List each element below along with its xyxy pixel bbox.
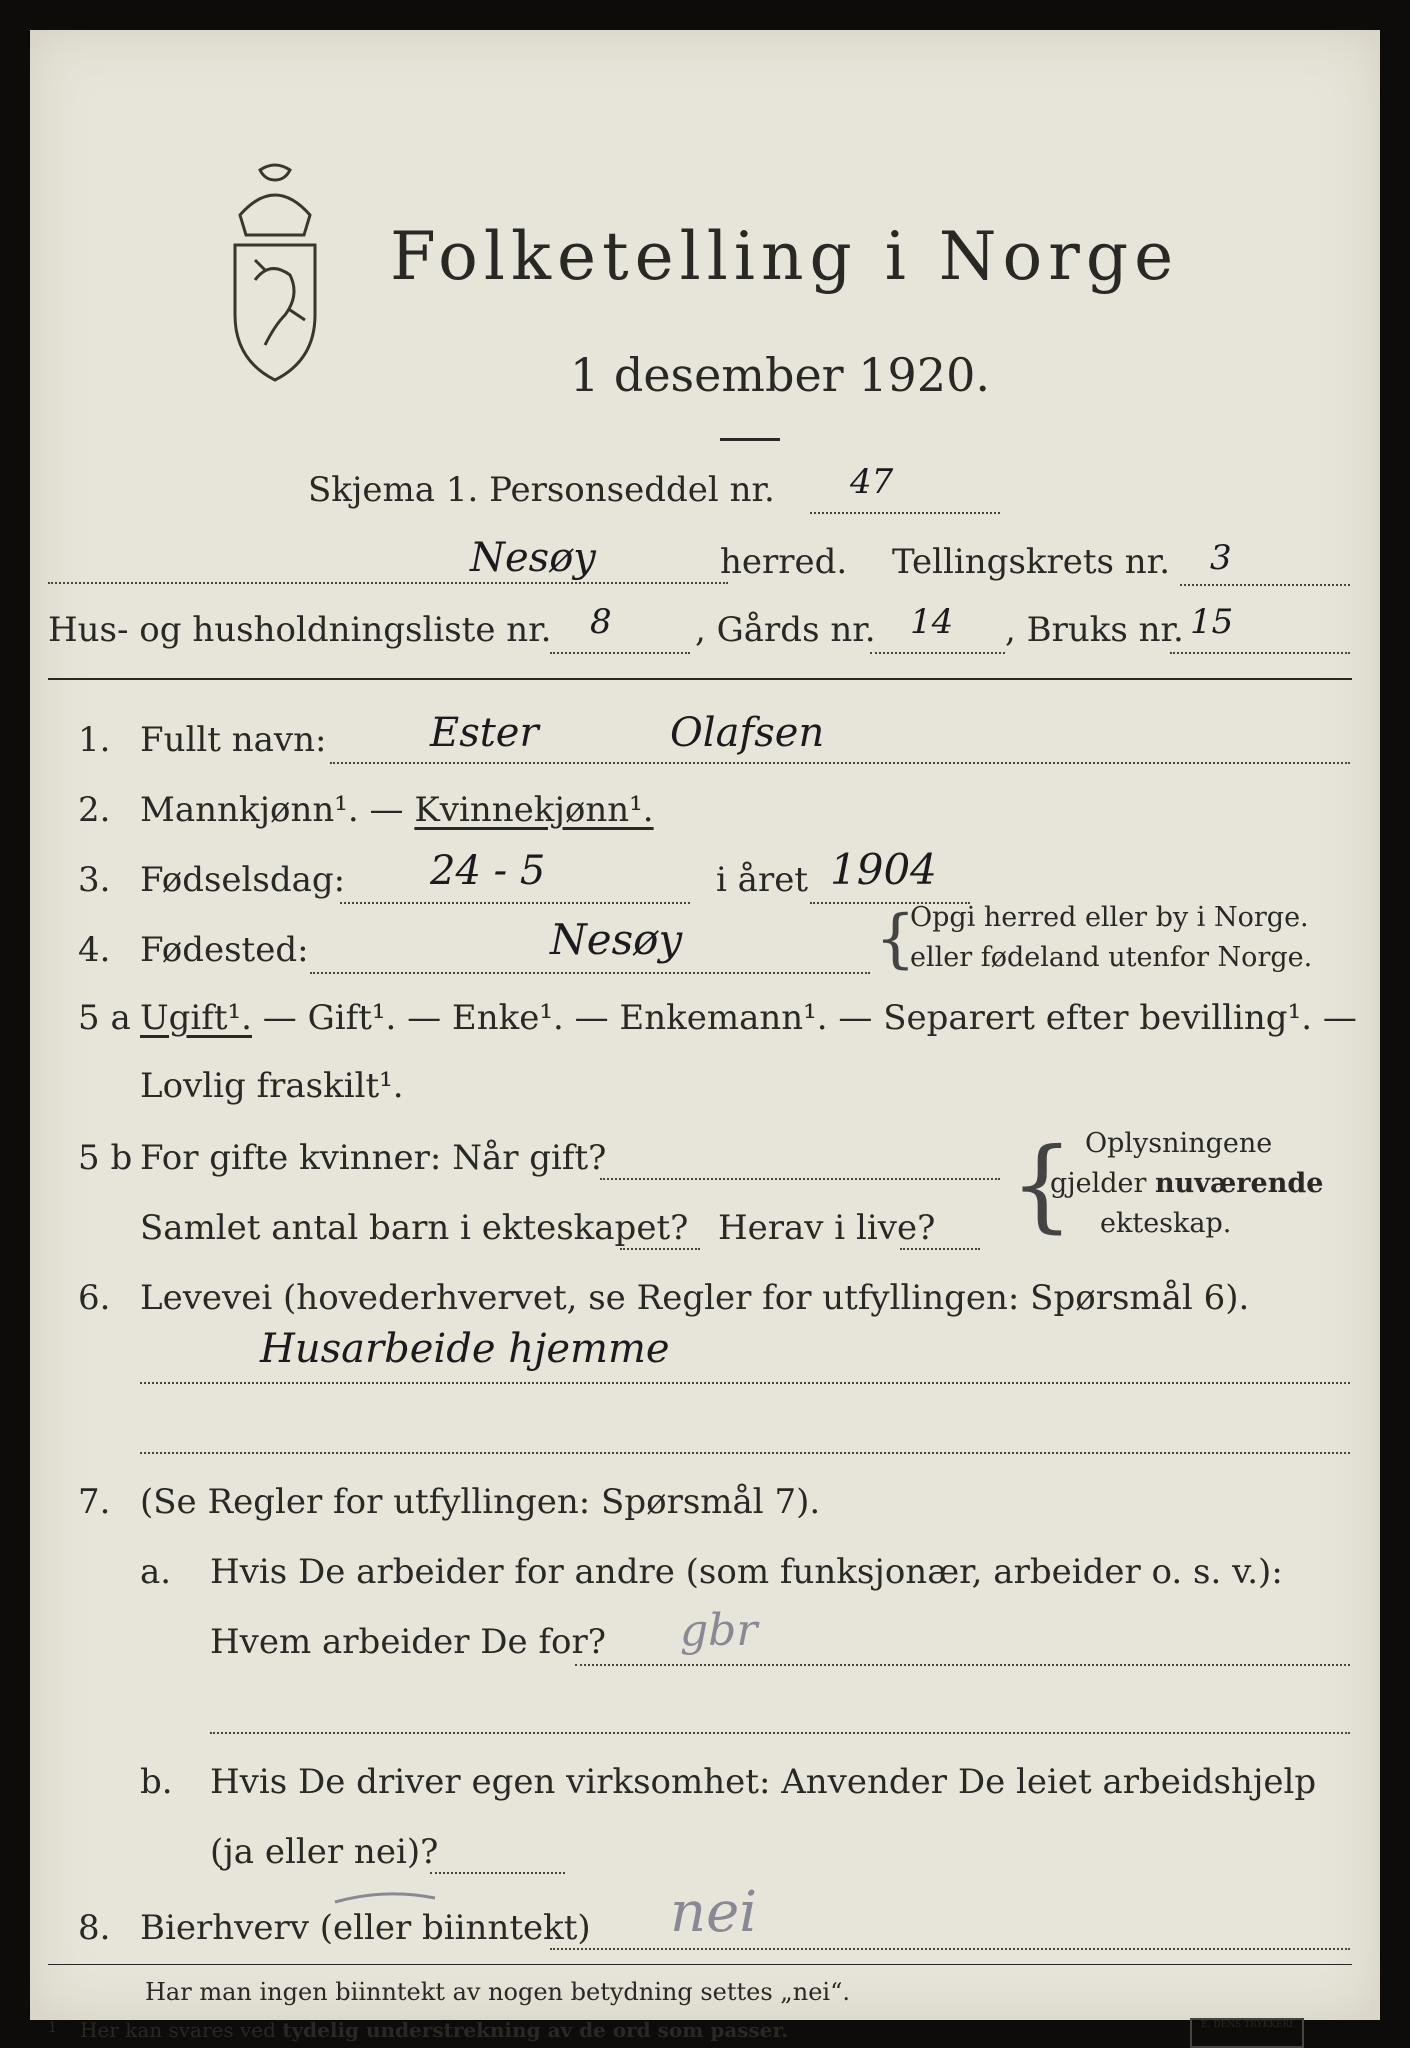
footnote-text: [80, 2018, 788, 2042]
form-title: Folketelling i Norge: [390, 218, 1180, 295]
tellingskrets-line: [1180, 584, 1350, 586]
q5b-number: 5 b: [78, 1138, 133, 1178]
footnote-number: 1: [48, 2020, 57, 2036]
q5b-alive-line: [900, 1248, 980, 1250]
q5b-when-married: For gifte kvinner: Når gift?: [140, 1138, 607, 1178]
q4-number: 4.: [78, 930, 111, 970]
herred-label: herred.: [720, 542, 848, 582]
q5b-note-2: [1050, 1168, 1323, 1199]
q1-line: [330, 762, 1350, 764]
gards-number[interactable]: 14: [910, 602, 954, 642]
header-divider: [48, 678, 1352, 680]
q7a-text: Hvis De arbeider for andre (som funksjonær, arbeider o. s. v.):: [210, 1552, 1283, 1592]
q2-separator: —: [358, 790, 415, 830]
q6-number: 6.: [78, 1278, 111, 1318]
q8-line: [550, 1948, 1350, 1950]
q1-label: Fullt navn:: [140, 720, 327, 760]
q7-number: 7.: [78, 1482, 111, 1522]
q8-number: 8.: [78, 1908, 111, 1948]
q5b-brace: {: [1010, 1126, 1074, 1243]
q7b-letter: b.: [140, 1762, 173, 1802]
herred-line: [48, 582, 728, 584]
q5a-ugift[interactable]: Ugift¹.: [140, 998, 252, 1038]
q8-value[interactable]: nei: [670, 1880, 758, 1945]
q7-label: (Se Regler for utfyllingen: Spørsmål 7).: [140, 1482, 821, 1522]
footnote-text-a: Her kan svares ved: [80, 2018, 283, 2042]
q5a-number: 5 a: [78, 998, 131, 1038]
q2-number: 2.: [78, 790, 111, 830]
q5a-options: [140, 998, 1357, 1038]
herred-value[interactable]: Nesøy: [470, 535, 596, 581]
q5b-note-1: Oplysningene: [1085, 1128, 1273, 1159]
q5a-line-2: Lovlig fraskilt¹.: [140, 1066, 404, 1106]
q5b-note-3: ekteskap.: [1100, 1208, 1232, 1239]
q5b-note-2a: gjelder: [1050, 1168, 1156, 1199]
q3-birthday[interactable]: 24 - 5: [430, 848, 546, 894]
q4-brace: {: [875, 902, 916, 976]
husliste-line: [550, 652, 690, 654]
q1-number: 1.: [78, 720, 111, 760]
tellingskrets-number[interactable]: 3: [1210, 538, 1232, 578]
census-form: [30, 30, 1380, 2042]
q3-year[interactable]: 1904: [830, 845, 937, 894]
q7a-letter: a.: [140, 1552, 172, 1592]
husliste-label: Hus- og husholdningsliste nr.: [48, 610, 552, 650]
q4-label: Fødested:: [140, 930, 309, 970]
q4-birthplace[interactable]: Nesøy: [550, 915, 683, 964]
q3-number: 3.: [78, 860, 111, 900]
q1-last-name[interactable]: Olafsen: [670, 710, 825, 756]
q3-year-label: i året: [716, 860, 808, 900]
q2-options: [140, 790, 654, 830]
skjema-label: Skjema 1. Personseddel nr.: [308, 470, 775, 510]
personseddel-line: [810, 512, 1000, 514]
q6-line-2: [140, 1452, 1350, 1454]
q7a-question: Hvem arbeider De for?: [210, 1622, 606, 1662]
q6-line-1: [140, 1382, 1350, 1384]
footnote-text-b: tydelig understrekning av de ord som passer.: [282, 2018, 789, 2042]
q1-first-name[interactable]: Ester: [430, 710, 539, 756]
q8-label: Bierhverv (eller biinntekt): [140, 1908, 591, 1948]
bruks-line: [1170, 652, 1350, 654]
q5a-other-options: — Gift¹. — Enke¹. — Enkemann¹. — Separert efter bevilling¹. —: [251, 998, 1357, 1038]
personseddel-number[interactable]: 47: [850, 462, 894, 502]
footer-note: Har man ingen biinntekt av nogen betydning settes „nei“.: [145, 1978, 850, 2006]
q5b-children: Samlet antal barn i ekteskapet?: [140, 1208, 689, 1248]
q7a-employer[interactable]: gbr: [680, 1605, 758, 1656]
q4-note-1: Opgi herred eller by i Norge.: [910, 902, 1309, 933]
pencil-mark-icon: [330, 1888, 440, 1908]
bruks-label: , Bruks nr.: [1005, 610, 1184, 650]
bruks-number[interactable]: 15: [1190, 602, 1234, 642]
q4-note-2: eller fødeland utenfor Norge.: [910, 942, 1313, 973]
coat-of-arms-icon: [220, 160, 330, 390]
q5b-alive: Herav i live?: [718, 1208, 936, 1248]
q2-female[interactable]: Kvinnekjønn¹.: [414, 790, 654, 830]
q7a-line: [575, 1664, 1350, 1666]
q4-line: [310, 972, 870, 974]
census-date: 1 desember 1920.: [570, 348, 990, 402]
gards-line: [870, 652, 1005, 654]
q2-male[interactable]: Mannkjønn¹.: [140, 790, 359, 830]
tellingskrets-label: Tellingskrets nr.: [892, 542, 1171, 582]
q7b-question: (ja eller nei)?: [210, 1832, 439, 1872]
gards-label: , Gårds nr.: [695, 610, 876, 650]
q7b-text: Hvis De driver egen virksomhet: Anvender De leiet arbeidshjelp: [210, 1762, 1317, 1802]
q6-occupation[interactable]: Husarbeide hjemme: [260, 1326, 670, 1372]
q7a-line-2: [210, 1732, 1350, 1734]
q3-line: [340, 902, 690, 904]
footer-divider: [48, 1964, 1352, 1965]
q3-label: Fødselsdag:: [140, 860, 346, 900]
q5b-note-2b: nuværende: [1155, 1168, 1324, 1199]
q5b-when-line: [600, 1178, 1000, 1180]
q5b-children-line: [620, 1248, 700, 1250]
husliste-number[interactable]: 8: [590, 602, 612, 642]
title-divider: [720, 438, 780, 441]
q6-label: Levevei (hovederhvervet, se Regler for utfyllingen: Spørsmål 6).: [140, 1278, 1250, 1318]
printer-stamp: E. DENS TRYKKERI: [1190, 2018, 1304, 2048]
q7b-line: [430, 1872, 565, 1874]
